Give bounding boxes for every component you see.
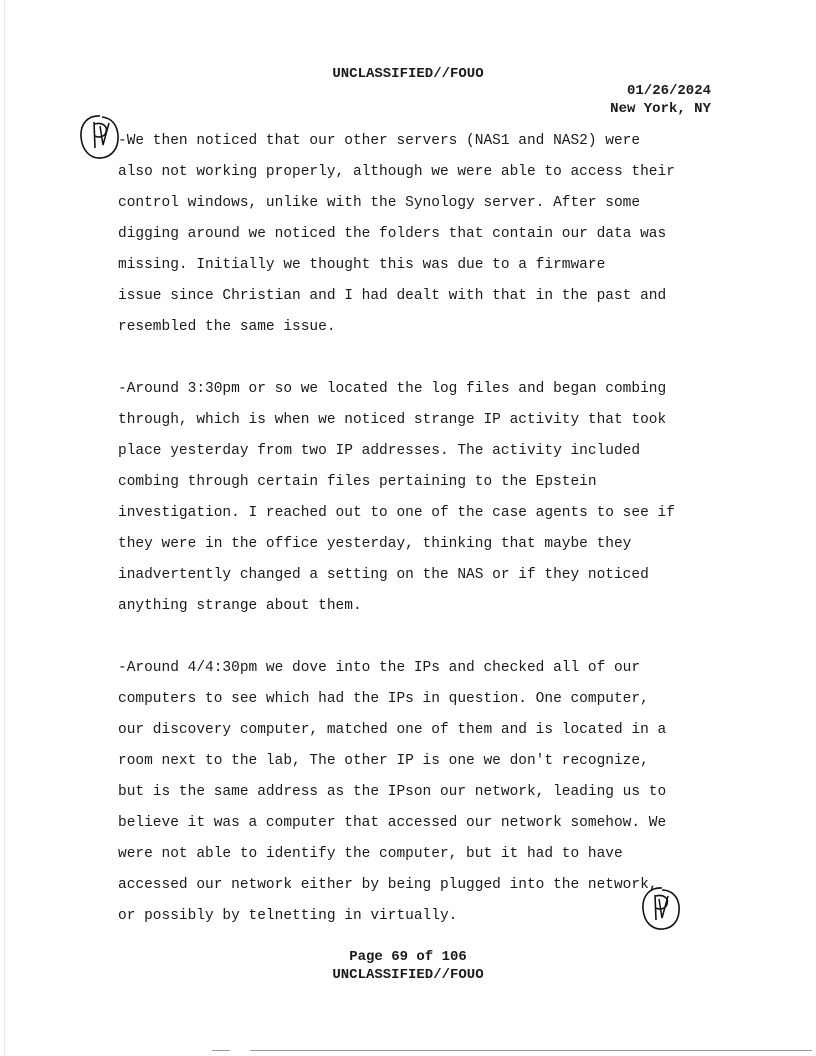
text-line: also not working properly, although we were able to access their (118, 164, 675, 180)
text-line: digging around we noticed the folders that contain our data was (118, 226, 667, 242)
paragraph-1 (118, 126, 718, 343)
text-line: computers to see which had the IPs in question. One computer, (118, 691, 649, 707)
text-line: control windows, unlike with the Synology server. After some (118, 195, 641, 211)
paragraph-2 (118, 374, 718, 622)
body-text (118, 126, 718, 932)
page-number: Page 69 of 106 (349, 949, 467, 965)
header-location: New York, NY (610, 101, 711, 117)
text-line: investigation. I reached out to one of the case agents to see if (118, 505, 675, 521)
header-classification: UNCLASSIFIED//FOUO (332, 66, 484, 82)
page-footer (0, 948, 816, 984)
text-line: missing. Initially we thought this was due to a firmware (118, 257, 606, 273)
text-line: believe it was a computer that accessed our network somehow. We (118, 815, 667, 831)
text-line: -We then noticed that our other servers (NAS1 and NAS2) were (118, 133, 641, 149)
text-line: room next to the lab, The other IP is one we don't recognize, (118, 753, 649, 769)
scan-artifact-line (212, 1050, 230, 1051)
text-line: but is the same address as the IPson our network, leading us to (118, 784, 667, 800)
header-date: 01/26/2024 (626, 83, 711, 99)
text-line: accessed our network either by being plugged into the network, (118, 877, 658, 893)
page-edge-line (4, 0, 5, 1056)
text-line: were not able to identify the computer, but it had to have (118, 846, 623, 862)
text-line: or possibly by telnetting in virtually. (118, 908, 458, 924)
paragraph-3 (118, 653, 718, 932)
text-line: inadvertently changed a setting on the NAS or if they noticed (118, 567, 649, 583)
text-line: place yesterday from two IP addresses. The activity included (118, 443, 641, 459)
text-line: through, which is when we noticed strange IP activity that took (118, 412, 667, 428)
text-line: combing through certain files pertaining to the Epstein (118, 474, 597, 490)
handwritten-initials-mark (638, 884, 684, 934)
scan-artifact-line (250, 1050, 812, 1051)
text-line: anything strange about them. (118, 598, 362, 614)
text-line: our discovery computer, matched one of them and is located in a (118, 722, 667, 738)
footer-classification: UNCLASSIFIED//FOUO (332, 967, 484, 983)
text-line: they were in the office yesterday, thinking that maybe they (118, 536, 632, 552)
text-line: -Around 3:30pm or so we located the log files and began combing (118, 381, 667, 397)
text-line: resembled the same issue. (118, 319, 336, 335)
text-line: issue since Christian and I had dealt with that in the past and (118, 288, 667, 304)
header-meta (610, 82, 711, 118)
text-line: -Around 4/4:30pm we dove into the IPs and checked all of our (118, 660, 641, 676)
